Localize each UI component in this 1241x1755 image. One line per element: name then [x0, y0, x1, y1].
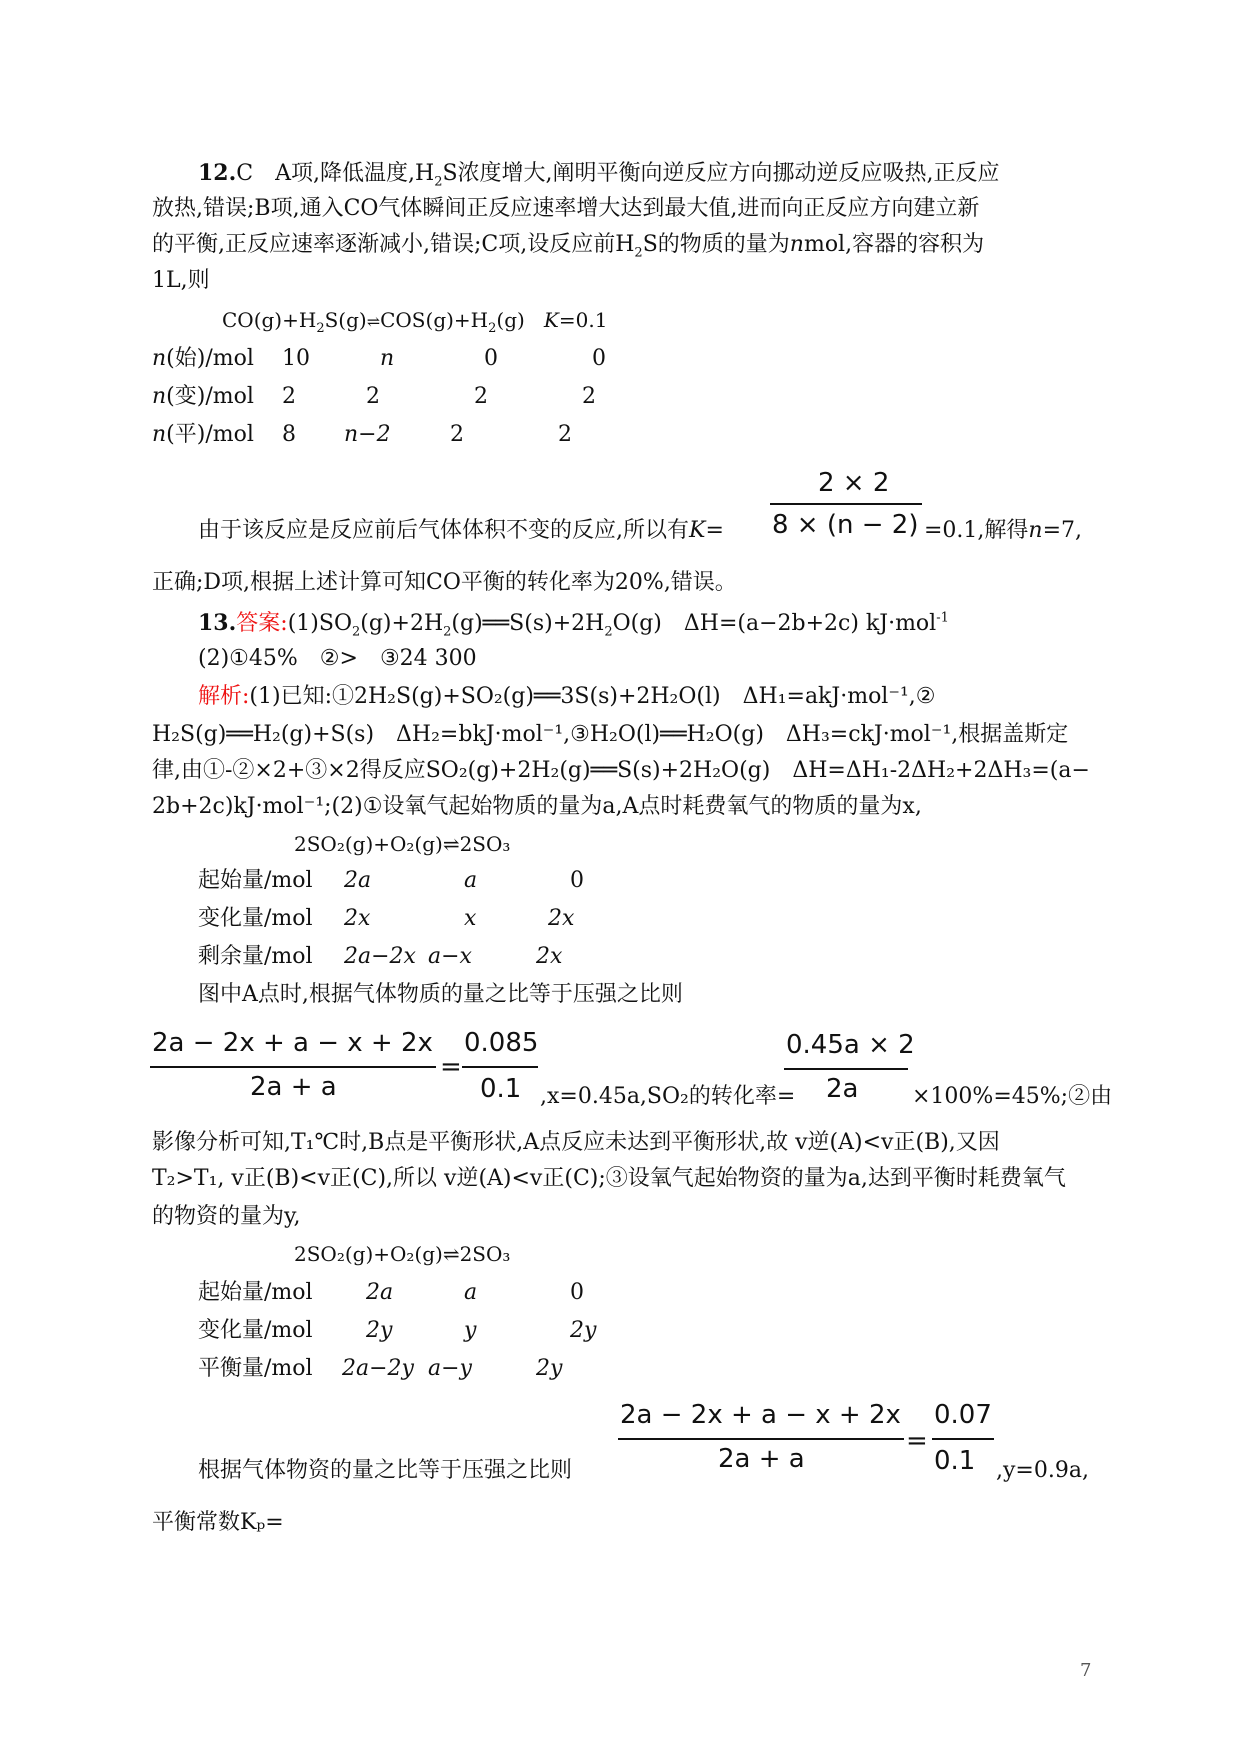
q13-exp-2: H₂S(g)══H₂(g)+S(s) ΔH₂=bkJ·mol⁻¹,③H₂O(l)══H₂O(g) ΔH₃=ckJ·mol⁻¹,根据盖斯定 — [152, 722, 1069, 747]
f2-den: 2a — [826, 1074, 859, 1104]
q12-last-line: 正确;D项,根据上述计算可知CO平衡的转化率为20%,错误。 — [152, 570, 737, 595]
f3-den: 2a + a — [718, 1444, 805, 1474]
q12-row-1: n(变)/mol — [152, 384, 254, 409]
q12-cell: 2 — [582, 384, 596, 409]
q12-l3b: S的物质的量为 — [642, 232, 790, 257]
q13-eq2: 2SO₂(g)+O₂(g)⇌2SO₃ — [294, 832, 511, 856]
q12-l3a: 的平衡,正反应速率逐渐减小,错误;C项,设反应前H — [152, 232, 635, 257]
eq-part-a: CO(g)+H — [222, 308, 317, 332]
f3-bar — [618, 1438, 904, 1440]
q12-cell: 2 — [474, 384, 488, 409]
f1-rden: 0.1 — [480, 1074, 522, 1104]
q13-exp-7: T₂>T₁, v正(B)<v正(C),所以 v逆(A)<v正(C);③设氧气起始物资的量为a,达到平衡时耗费氧气 — [152, 1166, 1066, 1191]
eq-part-b: S(g) — [324, 308, 367, 332]
q12-frac-num: 2 × 2 — [818, 468, 890, 498]
q12-conclusion — [198, 520, 724, 542]
f3-rbar — [932, 1438, 994, 1440]
q12-cell: 2 — [366, 384, 380, 409]
conc-a: 由于该反应是反应前后气体体积不变的反应,所以有 — [198, 518, 689, 543]
q12-cell: 0 — [592, 346, 606, 371]
eq-part-d: (g) — [496, 308, 525, 332]
q12-equation: $CO(g)+H_2S(g)\rightleftharpoons COS(g)+H_2(g)$ K=0.1 — [222, 308, 608, 336]
q13-exp-9: 根据气体物资的量之比等于压强之比则 — [198, 1458, 573, 1483]
explanation-label: 解析: — [198, 684, 250, 709]
q12-cell: 8 — [282, 422, 296, 447]
f2-bar — [784, 1068, 908, 1070]
eq-k-value: =0.1 — [558, 308, 608, 332]
q12-cell: n−2 — [344, 422, 391, 447]
q12-conclusion-tail: =0.1,解得n=7, — [924, 518, 1083, 543]
q12-line4: 1L,则 — [152, 268, 210, 293]
q12-l3d: mol,容器的容积为 — [803, 232, 985, 257]
f1-rbar — [462, 1066, 538, 1068]
equilibrium-arrow-icon: ⇌ — [366, 312, 381, 331]
q12-row-2: n(平)/mol — [152, 422, 254, 447]
f3-num: 2a − 2x + a − x + 2x — [620, 1400, 901, 1430]
q13-exp-3: 律,由①-②×2+③×2得反应SO₂(g)+2H₂(g)══S(s)+2H₂O(g) ΔH=ΔH₁-2ΔH₂+2ΔH₃=(a− — [152, 758, 1090, 783]
q13-answer-2: (2)①45% ②> ③24 300 — [198, 646, 477, 671]
q12-cell: 10 — [282, 346, 310, 371]
q12-cell: 2 — [558, 422, 572, 447]
q12-l1b: C A项,降低温度,H — [236, 161, 435, 186]
conc-b: = — [705, 518, 724, 543]
q12-cell: 2 — [450, 422, 464, 447]
q12-cell: n — [380, 346, 395, 371]
q12-l1c: S浓度增大,阐明平衡向逆反应方向挪动逆反应吸热,正反应 — [442, 161, 1000, 186]
q13-exp-6: 影像分析可知,T₁℃时,B点是平衡形状,A点反应未达到平衡形状,故 v逆(A)<v正(B),又因 — [152, 1130, 1000, 1155]
q12-cell: 2 — [282, 384, 296, 409]
f1-tail: ,x=0.45a,SO₂的转化率= — [540, 1084, 796, 1109]
q13-answer: 13.答案$:(1)SO_2(g)+2H_2(g)══S(s)+2H_2O(g)$ ΔH=(a−2b+2c) kJ·mol$^{-1}$ — [198, 610, 949, 640]
f1-eq: = — [440, 1052, 462, 1082]
q13-eq3: 2SO₂(g)+O₂(g)⇌2SO₃ — [294, 1242, 511, 1266]
f3-rnum: 0.07 — [934, 1400, 992, 1430]
f3-eq: = — [906, 1426, 928, 1456]
answer-label: 答案: — [236, 611, 288, 636]
q13-exp-4: 2b+2c)kJ·mol⁻¹;(2)①设氧气起始物质的量为a,A点时耗费氧气的物质的量为x, — [152, 794, 922, 819]
page-number: 7 — [1080, 1660, 1092, 1681]
f1-bar — [150, 1066, 436, 1068]
f1-num: 2a − 2x + a − x + 2x — [152, 1028, 433, 1058]
f2-tail: ×100%=45%;②由 — [912, 1084, 1113, 1109]
q13-exp-1: 解析:(1)已知:①2H₂S(g)+SO₂(g)══3S(s)+2H₂O(l) ΔH₁=akJ·mol⁻¹,② — [198, 684, 936, 709]
q12-cell: 0 — [484, 346, 498, 371]
f3-rden: 0.1 — [934, 1446, 976, 1476]
f1-den: 2a + a — [250, 1072, 337, 1102]
q12-frac-den: 8 × (n − 2) — [772, 510, 919, 540]
q12-line2: 放热,错误;B项,通入CO气体瞬间正反应速率增大达到最大值,进而向正反应方向建立新 — [152, 196, 980, 221]
q13-exp-8: 的物资的量为y, — [152, 1204, 301, 1229]
q13-exp-9-tail: ,y=0.9a, — [996, 1458, 1089, 1483]
conc-k: K — [689, 518, 706, 543]
eq-part-c: COS(g)+H — [380, 308, 489, 332]
f1-rnum: 0.085 — [464, 1028, 539, 1058]
q13-number: 13. — [198, 610, 237, 636]
q12-number: 12. — [198, 160, 237, 186]
q12-frac-bar — [770, 503, 922, 505]
q12-line1: 12.C A项,降低温度$,H_2S$浓度增大,阐明平衡向逆反应方向挪动逆反应吸热,正反应 — [198, 160, 1000, 190]
eq-k: K — [543, 308, 559, 332]
f2-num: 0.45a × 2 — [786, 1030, 915, 1060]
q13-exp-10: 平衡常数Kₚ= — [152, 1510, 284, 1535]
q12-row-0: n(始)/mol — [152, 346, 254, 371]
q13-exp-5: 图中A点时,根据气体物质的量之比等于压强之比则 — [198, 982, 683, 1007]
q12-l3c: n — [789, 232, 804, 257]
q12-line3: 的平衡,正反应速率逐渐减小,错误;C项,设反应前$H_2S$的物质的量为nmol,容器的容积为 — [152, 232, 985, 261]
